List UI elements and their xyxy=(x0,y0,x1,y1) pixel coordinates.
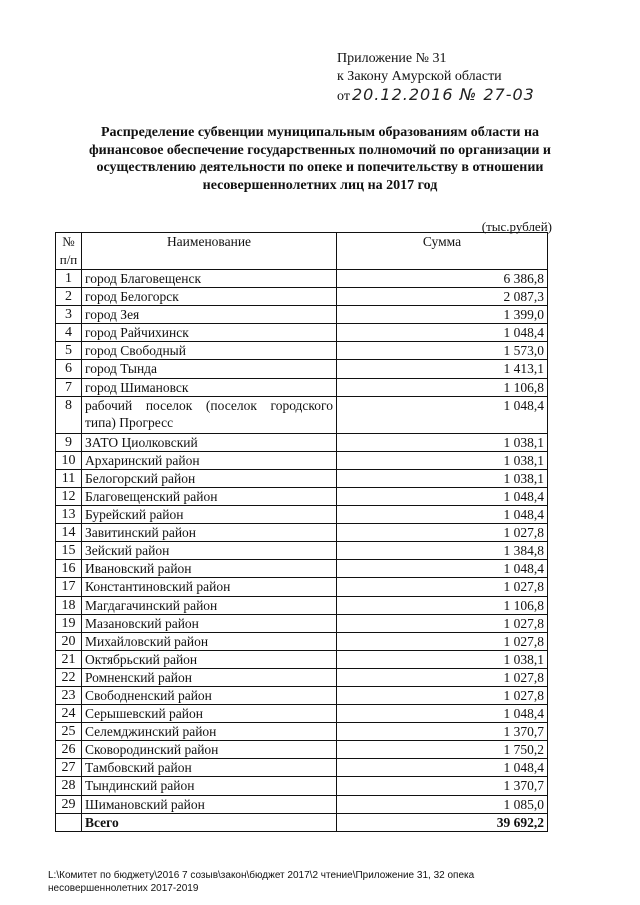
header-number xyxy=(56,233,82,270)
header-number-line1: № xyxy=(62,234,75,249)
row-number: 2 xyxy=(56,288,82,306)
row-number: 27 xyxy=(56,759,82,777)
date-prefix: от xyxy=(337,89,350,104)
row-name: город Зея xyxy=(82,306,337,324)
row-name: Бурейский район xyxy=(82,506,337,524)
row-number: 29 xyxy=(56,795,82,813)
row-name: Завитинский район xyxy=(82,524,337,542)
row-sum: 1 027,8 xyxy=(337,632,548,650)
row-number: 13 xyxy=(56,506,82,524)
row-number: 7 xyxy=(56,378,82,396)
row-sum: 1 399,0 xyxy=(337,306,548,324)
row-number: 15 xyxy=(56,542,82,560)
row-name: Магдагачинский район xyxy=(82,596,337,614)
table-row xyxy=(56,433,548,451)
row-sum: 1 370,7 xyxy=(337,777,548,795)
row-name: Тындинский район xyxy=(82,777,337,795)
row-number: 28 xyxy=(56,777,82,795)
table-row xyxy=(56,705,548,723)
row-sum: 1 750,2 xyxy=(337,741,548,759)
row-sum: 1 413,1 xyxy=(337,360,548,378)
table-header-row xyxy=(56,233,548,270)
row-name: Октябрьский район xyxy=(82,650,337,668)
row-name: Селемджинский район xyxy=(82,723,337,741)
row-sum: 1 027,8 xyxy=(337,614,548,632)
table-row xyxy=(56,378,548,396)
handwritten-date-number: 20.12.2016 № 27-03 xyxy=(351,85,535,104)
row-sum: 1 038,1 xyxy=(337,451,548,469)
row-name: Мазановский район xyxy=(82,614,337,632)
row-sum: 6 386,8 xyxy=(337,270,548,288)
row-sum: 1 085,0 xyxy=(337,795,548,813)
table-row xyxy=(56,342,548,360)
row-number: 12 xyxy=(56,487,82,505)
row-name: город Белогорск xyxy=(82,288,337,306)
row-number: 14 xyxy=(56,524,82,542)
table-row xyxy=(56,288,548,306)
row-number: 10 xyxy=(56,451,82,469)
row-number: 26 xyxy=(56,741,82,759)
row-name: Серышевский район xyxy=(82,705,337,723)
row-number: 9 xyxy=(56,433,82,451)
table-row xyxy=(56,396,548,433)
row-name: Свободненский район xyxy=(82,686,337,704)
table-row xyxy=(56,360,548,378)
table-row xyxy=(56,578,548,596)
table-row xyxy=(56,542,548,560)
table-row xyxy=(56,650,548,668)
row-sum: 1 038,1 xyxy=(337,433,548,451)
row-sum: 1 048,4 xyxy=(337,506,548,524)
table-row xyxy=(56,723,548,741)
row-number: 23 xyxy=(56,686,82,704)
row-sum: 1 106,8 xyxy=(337,596,548,614)
row-sum: 2 087,3 xyxy=(337,288,548,306)
table-row xyxy=(56,506,548,524)
row-name: Белогорский район xyxy=(82,469,337,487)
row-number: 19 xyxy=(56,614,82,632)
row-number: 6 xyxy=(56,360,82,378)
row-number: 16 xyxy=(56,560,82,578)
header-number-line2: п/п xyxy=(59,252,78,267)
row-name: город Шимановск xyxy=(82,378,337,396)
table-row xyxy=(56,487,548,505)
row-sum: 1 048,4 xyxy=(337,324,548,342)
row-number: 25 xyxy=(56,723,82,741)
row-sum: 1 027,8 xyxy=(337,578,548,596)
total-label: Всего xyxy=(82,813,337,831)
table-row xyxy=(56,632,548,650)
table-row xyxy=(56,560,548,578)
table-total-row xyxy=(56,813,548,831)
row-sum: 1 038,1 xyxy=(337,469,548,487)
row-sum: 1 027,8 xyxy=(337,668,548,686)
row-name: Тамбовский район xyxy=(82,759,337,777)
row-name: Михайловский район xyxy=(82,632,337,650)
row-name: Зейский район xyxy=(82,542,337,560)
row-number: 11 xyxy=(56,469,82,487)
row-sum: 1 048,4 xyxy=(337,396,548,433)
header-sum: Сумма xyxy=(337,233,548,270)
appendix-number: Приложение № 31 xyxy=(337,51,447,66)
table-row xyxy=(56,524,548,542)
file-path-footer xyxy=(48,869,474,895)
row-name: Константиновский район xyxy=(82,578,337,596)
total-number-cell xyxy=(56,813,82,831)
row-sum: 1 038,1 xyxy=(337,650,548,668)
row-name: город Райчихинск xyxy=(82,324,337,342)
row-number: 21 xyxy=(56,650,82,668)
table-row xyxy=(56,686,548,704)
row-name: ЗАТО Циолковский xyxy=(82,433,337,451)
table-row xyxy=(56,306,548,324)
row-number: 17 xyxy=(56,578,82,596)
row-sum: 1 027,8 xyxy=(337,686,548,704)
row-sum: 1 048,4 xyxy=(337,759,548,777)
row-number: 18 xyxy=(56,596,82,614)
table-row xyxy=(56,596,548,614)
table-row xyxy=(56,614,548,632)
row-name: Благовещенский район xyxy=(82,487,337,505)
table-row xyxy=(56,795,548,813)
row-number: 3 xyxy=(56,306,82,324)
row-number: 4 xyxy=(56,324,82,342)
row-sum: 1 048,4 xyxy=(337,705,548,723)
row-number: 24 xyxy=(56,705,82,723)
row-name: рабочий поселок (поселок городского типа) Прогресс xyxy=(82,396,337,433)
table-row xyxy=(56,741,548,759)
table-row xyxy=(56,270,548,288)
row-sum: 1 370,7 xyxy=(337,723,548,741)
table-row xyxy=(56,324,548,342)
total-sum: 39 692,2 xyxy=(337,813,548,831)
row-name: Ромненский район xyxy=(82,668,337,686)
row-name: Архаринский район xyxy=(82,451,337,469)
table-row xyxy=(56,759,548,777)
row-name: город Благовещенск xyxy=(82,270,337,288)
footer-line2: несовершеннолетних 2017-2019 xyxy=(48,883,199,894)
appendix-header xyxy=(337,50,535,106)
units-label: (тыс.рублей) xyxy=(481,219,552,234)
row-number: 20 xyxy=(56,632,82,650)
appendix-date-line xyxy=(337,86,535,106)
row-sum: 1 573,0 xyxy=(337,342,548,360)
table-row xyxy=(56,668,548,686)
row-sum: 1 027,8 xyxy=(337,524,548,542)
table-row xyxy=(56,451,548,469)
header-name: Наименование xyxy=(82,233,337,270)
table-row xyxy=(56,777,548,795)
row-sum: 1 048,4 xyxy=(337,487,548,505)
table-row xyxy=(56,469,548,487)
row-name: Сковородинский район xyxy=(82,741,337,759)
row-name: город Свободный xyxy=(82,342,337,360)
row-name: город Тында xyxy=(82,360,337,378)
row-number: 1 xyxy=(56,270,82,288)
row-number: 5 xyxy=(56,342,82,360)
document-title: Распределение субвенции муниципальным образованиям области на финансовое обеспечение государственных полномочий по организации и осуществлению деятельности по опеке и попечительству в отношении несовершеннолетних лиц на 2017 год xyxy=(89,125,551,193)
footer-line1: L:\Комитет по бюджету\2016 7 созыв\закон\бюджет 2017\2 чтение\Приложение 31, 32 опека xyxy=(48,870,475,881)
row-sum: 1 106,8 xyxy=(337,378,548,396)
row-name: Шимановский район xyxy=(82,795,337,813)
row-number: 22 xyxy=(56,668,82,686)
row-sum: 1 048,4 xyxy=(337,560,548,578)
row-sum: 1 384,8 xyxy=(337,542,548,560)
subvention-table xyxy=(55,232,548,832)
row-number: 8 xyxy=(56,396,82,433)
row-name: Ивановский район xyxy=(82,560,337,578)
appendix-law-reference: к Закону Амурской области xyxy=(337,69,502,84)
